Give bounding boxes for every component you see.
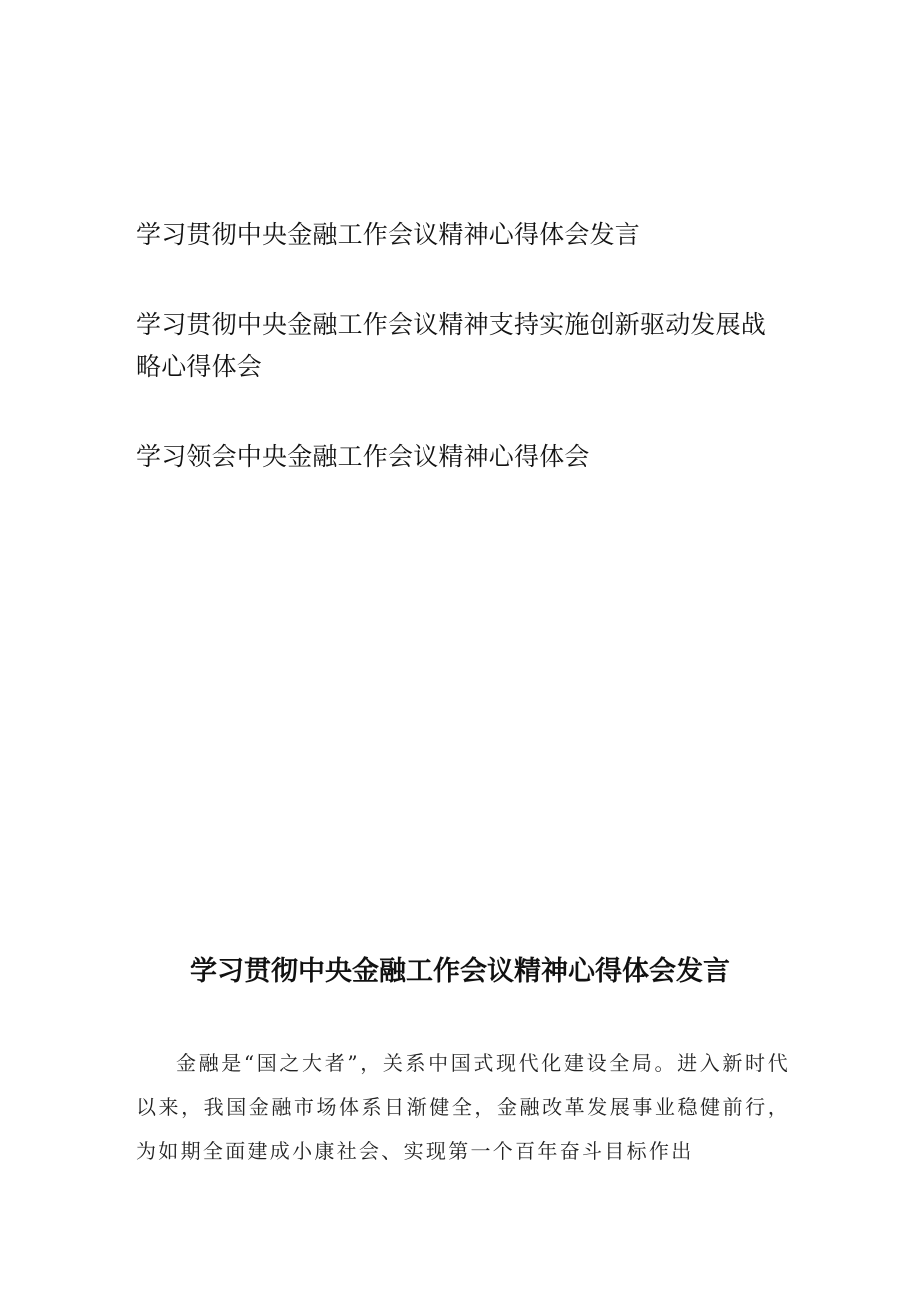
toc-item: 学习领会中央金融工作会议精神心得体会 [136, 442, 590, 471]
article-title: 学习贯彻中央金融工作会议精神心得体会发言 [190, 956, 730, 987]
table-of-contents [136, 214, 786, 478]
article-paragraph: 金融是“国之大者”，关系中国式现代化建设全局。进入新时代以来，我国金融市场体系日渐健全，金融改革发展事业稳健前行，为如期全面建成小康社会、实现第一个百年奋斗目标作出 [136, 1051, 790, 1163]
toc-item: 学习贯彻中央金融工作会议精神支持实施创新驱动发展战略心得体会 [136, 310, 767, 381]
toc-item: 学习贯彻中央金融工作会议精神心得体会发言 [136, 220, 641, 249]
